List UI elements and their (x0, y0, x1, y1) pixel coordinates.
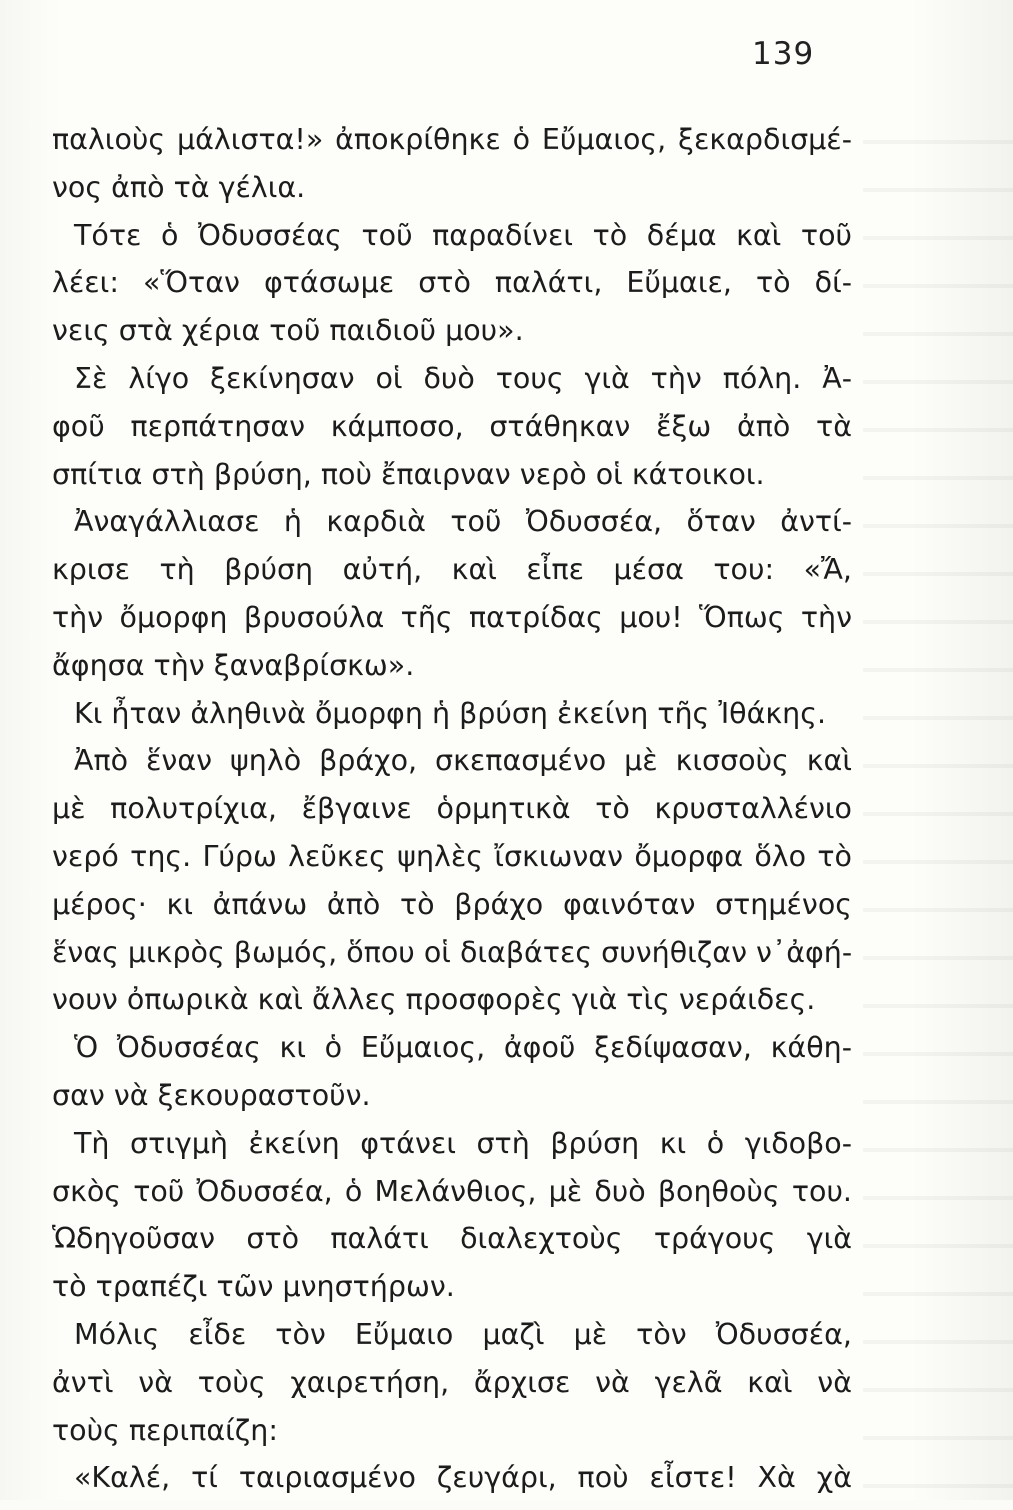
page-number: 139 (752, 36, 815, 72)
text-line: τὴν ὄμορφη βρυσούλα τῆς πατρίδας μου! Ὅπως τὴν (52, 600, 852, 634)
text-line: νερό της. Γύρω λεῦκες ψηλὲς ἴσκιωναν ὄμορφα ὅλο τὸ (52, 839, 852, 873)
text-line: «Καλέ, τί ταιριασμένο ζευγάρι, ποὺ εἶστε! Χὰ χὰ (74, 1461, 852, 1495)
show-through-shadow (863, 110, 1013, 1510)
text-line: ἀντὶ νὰ τοὺς χαιρετήση, ἄρχισε νὰ γελᾶ καὶ νὰ (52, 1365, 852, 1399)
text-line: Τὴ στιγμὴ ἐκείνη φτάνει στὴ βρύση κι ὁ γιδοβο- (74, 1126, 852, 1160)
text-line: μὲ πολυτρίχια, ἔβγαινε ὁρμητικὰ τὸ κρυσταλλένιο (52, 792, 852, 826)
text-line: Ὁ Ὀδυσσέας κι ὁ Εὔμαιος, ἀφοῦ ξεδίψασαν, κάθη- (74, 1031, 852, 1065)
text-line: νος ἀπὸ τὰ γέλια. (52, 170, 306, 204)
text-line: σπίτια στὴ βρύση, ποὺ ἔπαιρναν νερὸ οἱ κάτοικοι. (52, 457, 765, 491)
body-text (52, 116, 852, 1502)
text-line: σαν νὰ ξεκουραστοῦν. (52, 1078, 371, 1112)
text-line: Μόλις εἶδε τὸν Εὔμαιο μαζὶ μὲ τὸν Ὀδυσσέα, (74, 1317, 852, 1351)
text-line: Κι ἦταν ἀληθινὰ ὄμορφη ἡ βρύση ἐκείνη τῆς Ἰθάκης. (74, 696, 827, 730)
text-line: ἄφησα τὴν ξαναβρίσκω». (52, 648, 415, 682)
text-line: σκὸς τοῦ Ὀδυσσέα, ὁ Μελάνθιος, μὲ δυὸ βοηθοὺς του. (52, 1174, 852, 1208)
text-line: νεις στὰ χέρια τοῦ παιδιοῦ μου». (52, 314, 524, 348)
text-line: Σὲ λίγο ξεκίνησαν οἱ δυὸ τους γιὰ τὴν πόλη. Ἀ- (74, 361, 852, 395)
text-line: νουν ὀπωρικὰ καὶ ἄλλες προσφορὲς γιὰ τὶς νεράιδες. (52, 983, 816, 1017)
text-line: Τότε ὁ Ὀδυσσέας τοῦ παραδίνει τὸ δέμα καὶ τοῦ (74, 218, 852, 252)
text-line: κρισε τὴ βρύση αὐτή, καὶ εἶπε μέσα του: «Ἄ, (52, 553, 852, 587)
text-line: Ἀναγάλλιασε ἡ καρδιὰ τοῦ Ὀδυσσέα, ὅταν ἀντί- (74, 505, 852, 539)
text-line: τὸ τραπέζι τῶν μνηστήρων. (52, 1270, 455, 1304)
text-line: παλιοὺς μάλιστα!» ἀποκρίθηκε ὁ Εὔμαιος, ξεκαρδισμέ- (52, 123, 852, 156)
text-line: μέρος· κι ἀπάνω ἀπὸ τὸ βράχο φαινόταν στημένος (52, 887, 852, 921)
text-line: λέει: «Ὅταν φτάσωμε στὸ παλάτι, Εὔμαιε, τὸ δί- (52, 266, 852, 300)
text-line: ἕνας μικρὸς βωμός, ὅπου οἱ διαβάτες συνήθιζαν ν᾿ἀφή- (52, 935, 853, 969)
text-line: Ὡδηγοῦσαν στὸ παλάτι διαλεχτοὺς τράγους γιὰ (52, 1222, 852, 1256)
text-line: φοῦ περπάτησαν κάμποσο, στάθηκαν ἔξω ἀπὸ τὰ (52, 409, 852, 443)
text-line: τοὺς περιπαίζη: (52, 1413, 278, 1447)
text-line: Ἀπὸ ἕναν ψηλὸ βράχο, σκεπασμένο μὲ κισσοὺς καὶ (74, 744, 852, 778)
